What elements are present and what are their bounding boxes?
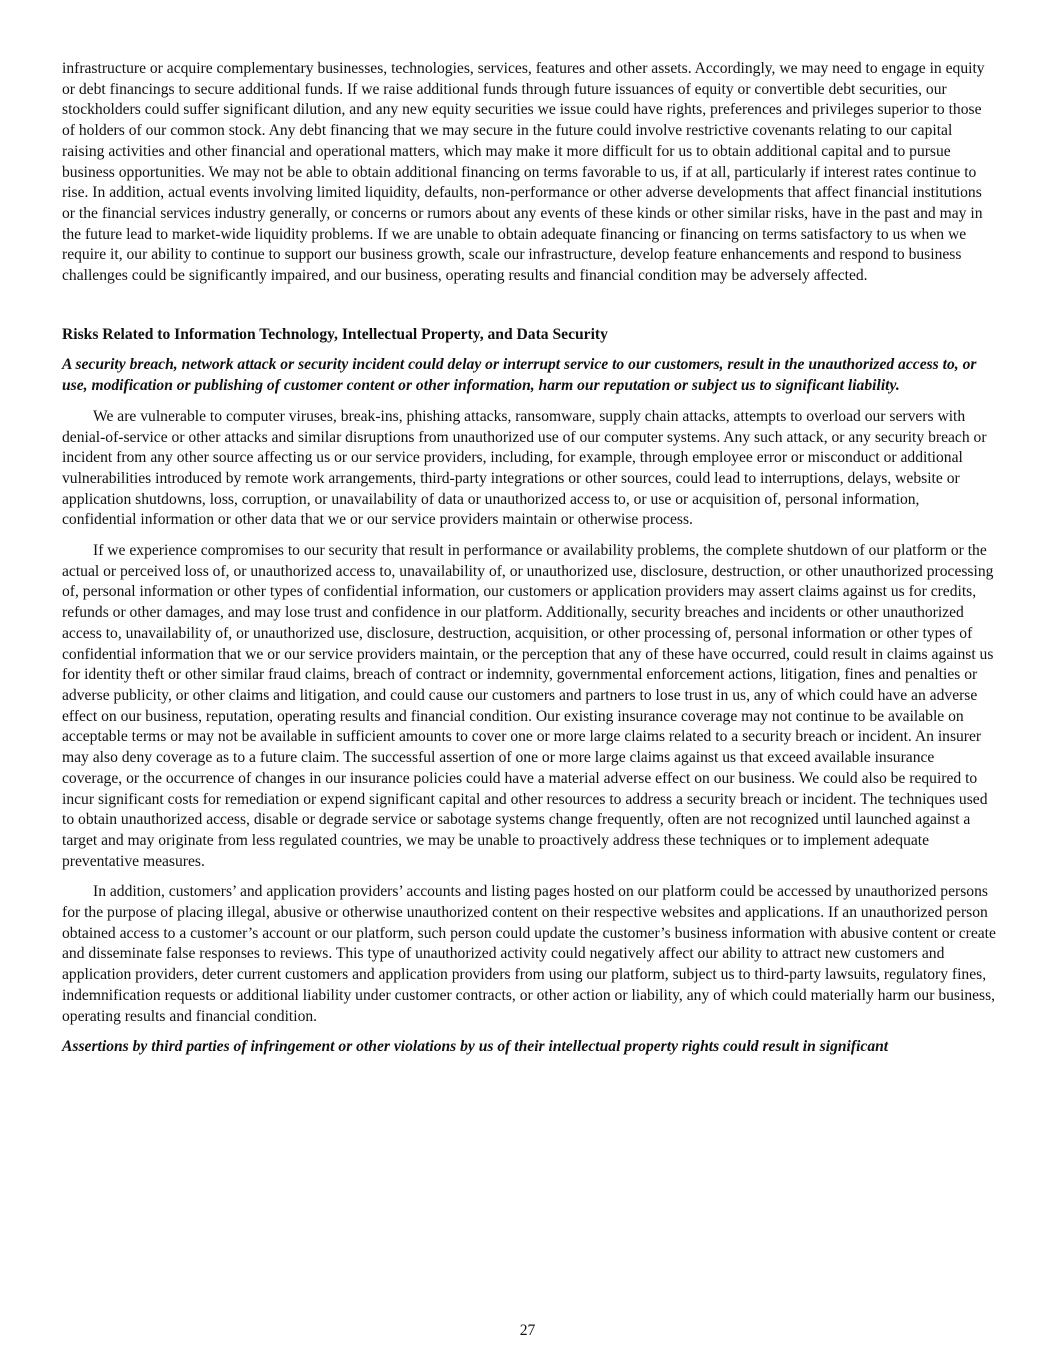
continuation-paragraph: infrastructure or acquire complementary businesses, technologies, services, features and other assets. Accordingly, we may need to engage in equity or debt financings to secure additional funds. If we raise additional funds through future issuances of equity or convertible debt securities, our stockholders could suffer significant dilution, and any new equity securities we issue could have rights, preferences and privileges superior to those of holders of our common stock. Any debt financing that we may secure in the future could involve restrictive covenants relating to our capital raising activities and other financial and operational matters, which may make it more difficult for us to obtain additional capital and to pursue business opportunities. We may not be able to obtain additional financing on terms favorable to us, if at all, particularly if interest rates continue to rise. In addition, actual events involving limited liquidity, defaults, non-performance or other adverse developments that affect financial institutions or the financial services industry generally, or concerns or rumors about any events of these kinds or other similar risks, have in the past and may in the future lead to market-wide liquidity problems. If we are unable to obtain adequate financing or financing on terms satisfactory to us when we require it, our ability to continue to support our business growth, scale our infrastructure, develop feature enhancements and respond to business challenges could be significantly impaired, and our business, operating results and financial condition may be adversely affected. <box>62 60 985 285</box>
body-paragraph: In addition, customers’ and application providers’ accounts and listing pages hosted on our platform could be accessed by unauthorized persons for the purpose of placing illegal, abusive or otherwise unauthorized content on their respective websites and applications. If an unauthorized person obtained access to a customer’s account or our platform, such person could update the customer’s business information with abusive content or create and disseminate false responses to reviews. This type of unauthorized activity could negatively affect our ability to attract new customers and application providers, deter current customers and application providers from using our platform, subject us to third-party lawsuits, regulatory fines, indemnification requests or additional liability under customer contracts, or other action or liability, any of which could materially harm our business, operating results and financial condition. <box>62 883 996 1025</box>
risk-factor-heading: Assertions by third parties of infringement or other violations by us of their intellectual property rights could result in significant <box>62 1038 889 1056</box>
risk-factor-heading: A security breach, network attack or security incident could delay or interrupt service to our customers, result in the unauthorized access to, or use, modification or publishing of customer content or other information, harm our reputation or subject us to significant liability. <box>62 356 977 395</box>
body-paragraph: If we experience compromises to our security that result in performance or availability problems, the complete shutdown of our platform or the actual or perceived loss of, or unauthorized access to, unavailability of, or unauthorized use, disclosure, destruction, or other unauthorized processing of, personal information or other types of confidential information, our customers or application providers may assert claims against us for credits, refunds or other damages, and may lose trust and confidence in our platform. Additionally, security breaches and incidents or other unauthorized access to, unavailability of, or unauthorized use, disclosure, destruction, acquisition, or other processing of, personal information or other types of confidential information that we or our service providers maintain, or the perception that any of these have occurred, could result in claims against us for identity theft or other similar fraud claims, breach of contract or indemnity, governmental enforcement actions, litigation, fines and penalties or adverse publicity, or other claims and litigation, and could cause our customers and partners to lose trust in us, any of which could have an adverse effect on our business, reputation, operating results and financial condition. Our existing insurance coverage may not continue to be available on acceptable terms or may not be available in sufficient amounts to cover one or more large claims related to a security breach or incident. An insurer may also deny coverage as to a future claim. The successful assertion of one or more large claims against us that exceed available insurance coverage, or the occurrence of changes in our insurance policies could have a material adverse effect on our business. We could also be required to incur significant costs for remediation or expend significant capital and other resources to address a security breach or incident. The techniques used to obtain unauthorized access, disable or degrade service or sabotage systems change frequently, often are not recognized until launched against a target and may originate from less regulated countries, we may be unable to proactively address these techniques or to implement adequate preventative measures. <box>62 542 994 870</box>
page-number: 27 <box>519 1322 536 1339</box>
section-heading: Risks Related to Information Technology, Intellectual Property, and Data Security <box>62 325 608 343</box>
document-page <box>62 59 997 1068</box>
body-paragraph: We are vulnerable to computer viruses, break-ins, phishing attacks, ransomware, supply chain attacks, attempts to overload our servers with denial-of-service or other attacks and similar disruptions from unauthorized use of our computer systems. Any such attack, or any security breach or incident from any other source affecting us or our service providers, including, for example, through employee error or misconduct or additional vulnerabilities introduced by remote work arrangements, third-party integrations or other sources, could lead to interruptions, delays, website or application shutdowns, loss, corruption, or unavailability of data or unauthorized access to, or use or acquisition of, personal information, confidential information or other data that we or our service providers maintain or otherwise process. <box>62 407 987 529</box>
